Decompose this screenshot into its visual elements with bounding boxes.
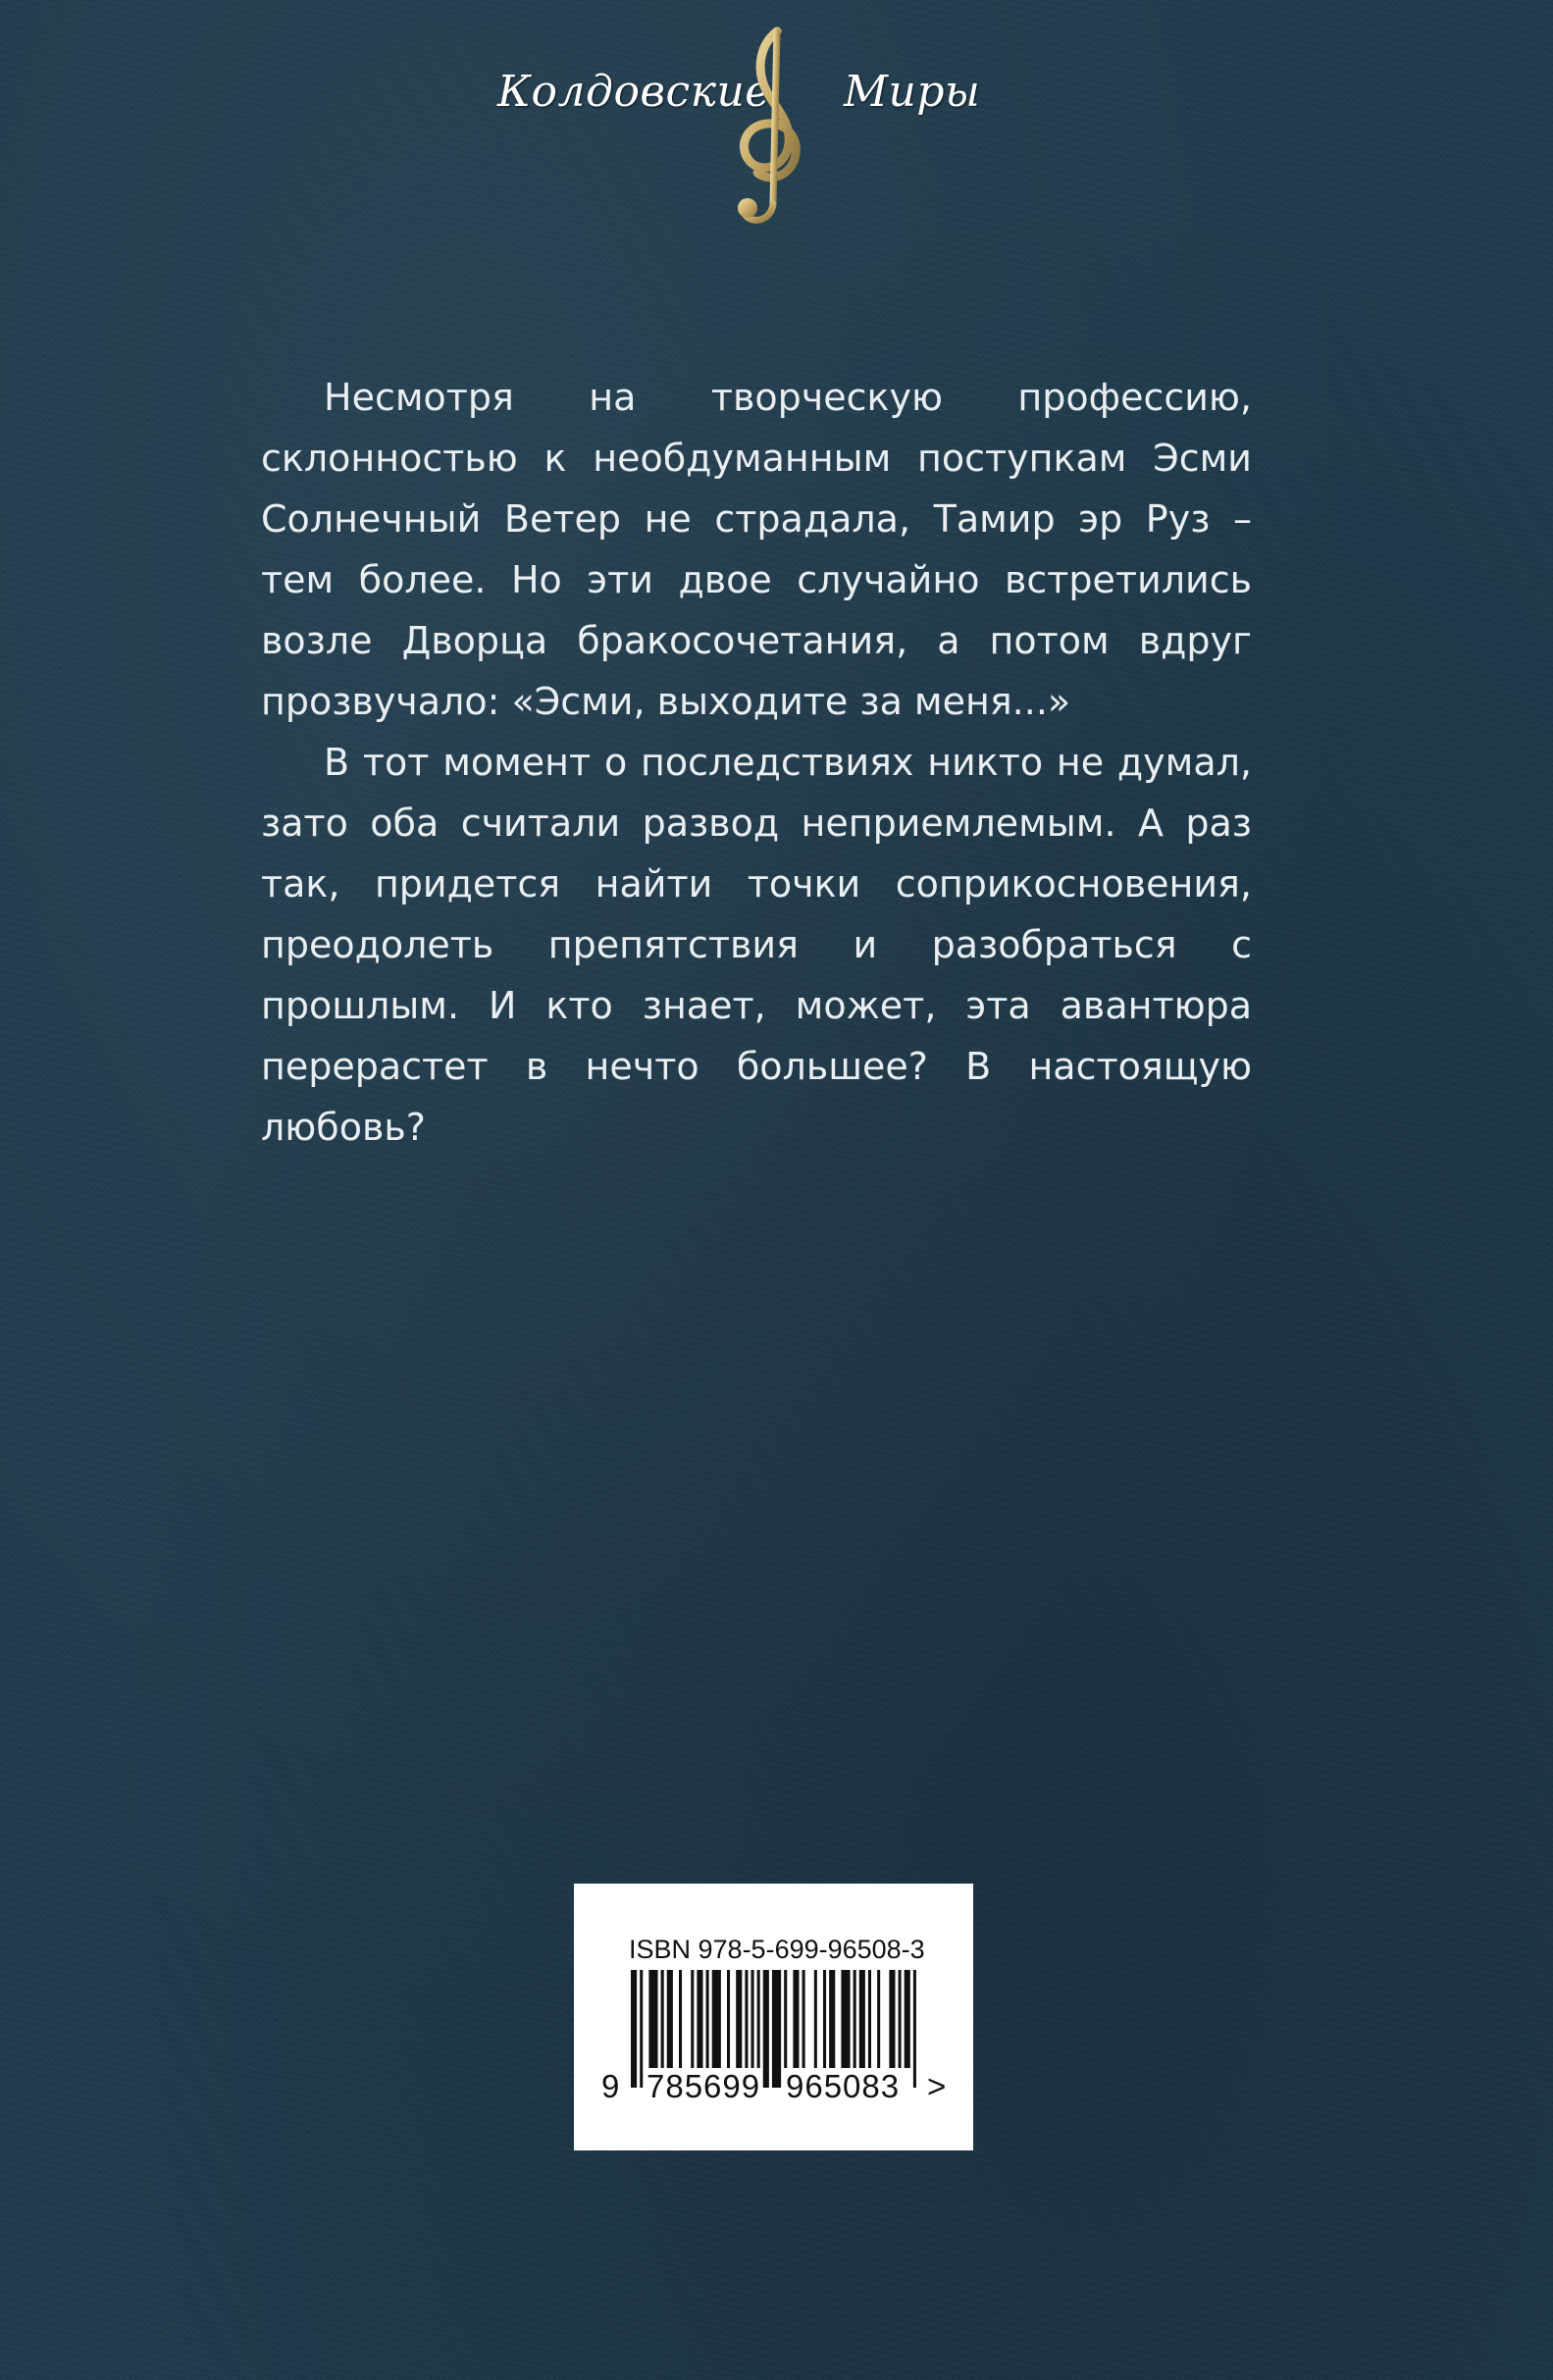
barcode-digits-left: 785699 [647,2068,761,2104]
barcode-quiet-zone-marker: > [927,2068,947,2104]
barcode-bar [727,1970,730,2068]
barcode-bar [631,1970,637,2088]
barcode-bar [905,1970,910,2068]
barcode-bar [793,1970,799,2068]
barcode-bar [757,1970,760,2068]
barcode-bar [868,1970,871,2068]
series-logo [481,20,981,235]
barcode-bar [802,1970,805,2068]
isbn-label: ISBN 978-5-699-96508-3 [629,1935,925,1964]
barcode-bar [667,1970,673,2068]
barcode-bar [697,1970,702,2068]
blurb-paragraph-2: В тот момент о последствиях никто не думал, зато оба считали развод неприемлемым. А раз так, придется найти точки соприкосновения, преодолеть препятствия и разобраться с прошлым. И кто знает, может, эта авантюра перерастет в нечто большее? В настоящую любовь? [261,741,1252,1149]
barcode-bar [763,1970,769,2088]
barcode-bar [751,1970,754,2068]
barcode-bar [712,1970,721,2068]
barcode-bar [854,1970,856,2068]
barcode-bar [640,1970,643,2088]
blurb-paragraph-1: Несмотря на творческую профессию, склонностью к необдуманным поступкам Эсми Солнечный Ветер не страдала, Тамир эр Руз – тем более. Но эти двое случайно встретились возле Дворца бракосочетания, а потом вдруг прозвучало: «Эсми, выходите за меня...» [261,376,1252,723]
barcode-digits-right: 965083 [786,2068,901,2104]
barcode-bar [691,1970,694,2068]
barcode-bar [706,1970,709,2068]
barcode-bar [859,1970,865,2068]
barcode-bar [679,1970,682,2068]
isbn-barcode-panel [574,1884,973,2150]
barcode-bar [814,1970,817,2068]
barcode-bar [648,1970,657,2068]
barcode-bar [913,1970,916,2088]
barcode-bar [823,1970,826,2068]
barcode-bar [736,1970,742,2068]
barcode-bar [889,1970,895,2068]
treble-clef-icon [716,20,824,235]
barcode-bar [841,1970,850,2068]
barcode-bar [829,1970,835,2068]
barcode-digit-first: 9 [601,2068,620,2104]
barcode-bar [772,1970,781,2088]
barcode-bar [899,1970,902,2068]
barcode-bar [745,1970,748,2068]
barcode-bar [877,1970,880,2068]
book-blurb [261,367,1252,1158]
series-title-right: Миры [844,67,981,117]
barcode-bar [661,1970,664,2068]
series-title-left: Колдовские [497,67,771,117]
